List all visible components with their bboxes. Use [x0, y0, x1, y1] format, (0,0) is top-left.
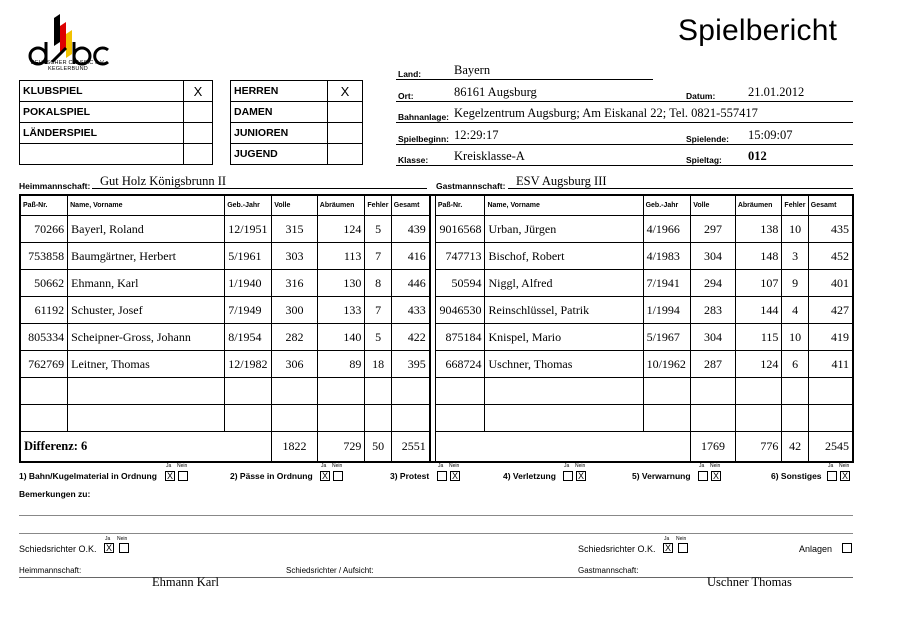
category-label: HERREN [231, 81, 328, 102]
check-item-nein-checkbox[interactable]: X [577, 471, 584, 481]
game-type-mark[interactable] [184, 102, 213, 123]
game-type-label: LÄNDERSPIEL [20, 123, 184, 144]
guest-total-spacer [435, 432, 690, 463]
nein-label: Nein [177, 463, 188, 469]
home-cell-volle[interactable]: 300 [272, 297, 318, 324]
col-header: Abräumen [735, 195, 782, 216]
home-cell-volle[interactable]: 306 [272, 351, 318, 378]
guest-cell-volle[interactable]: 304 [691, 324, 736, 351]
ja-label: Ja [664, 536, 670, 542]
home-cell-gesamt[interactable] [391, 405, 430, 432]
check-item-nein-checkbox[interactable]: X [841, 471, 848, 481]
nein-label: Nein [575, 463, 586, 469]
home-cell-fehler[interactable]: 8 [365, 270, 391, 297]
anlagen-checkbox[interactable] [842, 543, 852, 553]
referee-right-nein-checkbox[interactable] [678, 543, 688, 553]
col-header: Paß-Nr. [435, 195, 485, 216]
category-label: JUNIOREN [231, 123, 328, 144]
game-type-label: POKALSPIEL [20, 102, 184, 123]
home-team-label: Heimmannschaft: [19, 181, 91, 191]
table-row [20, 351, 853, 378]
guest-cell-volle[interactable] [691, 378, 736, 405]
difference-label: Differenz: 6 [20, 432, 272, 463]
table-row [20, 216, 853, 243]
land-label: Land: [398, 69, 422, 79]
guest-total-volle: 1769 [691, 432, 736, 463]
game-type-label [20, 144, 184, 165]
guest-total-abraeumen: 776 [735, 432, 782, 463]
ort-value[interactable]: 86161 Augsburg [454, 85, 537, 99]
home-cell-pass-nr[interactable]: 753858 [20, 243, 68, 270]
col-header: Gesamt [808, 195, 853, 216]
check-item-label: 2) Pässe in Ordnung [230, 471, 313, 481]
guest-cell-volle[interactable]: 304 [691, 243, 736, 270]
guest-cell-fehler[interactable]: 9 [782, 270, 808, 297]
guest-cell-name[interactable]: Urban, Jürgen [485, 216, 643, 243]
guest-cell-geb-jahr[interactable]: 4/1983 [643, 243, 691, 270]
guest-team-label: Gastmannschaft: [436, 181, 506, 191]
home-cell-fehler[interactable]: 7 [365, 297, 391, 324]
check-item-ja-checkbox[interactable] [437, 471, 447, 481]
home-cell-abraeumen[interactable] [317, 405, 365, 432]
col-header: Volle [691, 195, 736, 216]
col-header: Gesamt [391, 195, 430, 216]
check-item-ja-checkbox[interactable] [698, 471, 708, 481]
check-item-nein-checkbox[interactable]: X [712, 471, 719, 481]
sig-guest-name: Uschner Thomas [707, 575, 792, 589]
guest-cell-fehler[interactable]: 6 [782, 351, 808, 378]
home-cell-volle[interactable]: 315 [272, 216, 318, 243]
home-cell-name[interactable]: Ehmann, Karl [68, 270, 225, 297]
home-cell-abraeumen[interactable]: 124 [317, 216, 365, 243]
home-cell-pass-nr[interactable]: 70266 [20, 216, 68, 243]
home-cell-volle[interactable]: 282 [272, 324, 318, 351]
sig-referee-label: Schiedsrichter / Aufsicht: [286, 566, 374, 575]
game-type-mark[interactable] [184, 144, 213, 165]
guest-cell-fehler[interactable]: 10 [782, 324, 808, 351]
check-item-nein-checkbox[interactable]: X [451, 471, 458, 481]
col-header: Name, Vorname [68, 195, 225, 216]
home-cell-gesamt[interactable]: 439 [391, 216, 430, 243]
home-cell-gesamt[interactable]: 446 [391, 270, 430, 297]
guest-cell-pass-nr[interactable] [435, 405, 485, 432]
category-mark[interactable] [328, 102, 363, 123]
datum-label: Datum: [686, 91, 716, 101]
home-cell-name[interactable] [68, 405, 225, 432]
home-cell-geb-jahr[interactable] [225, 405, 272, 432]
referee-left-nein-checkbox[interactable] [119, 543, 129, 553]
guest-cell-name[interactable]: Bischof, Robert [485, 243, 643, 270]
category-mark[interactable] [328, 144, 363, 165]
nein-label: Nein [449, 463, 460, 469]
home-cell-volle[interactable]: 316 [272, 270, 318, 297]
home-cell-volle[interactable] [272, 405, 318, 432]
guest-cell-geb-jahr[interactable]: 5/1967 [643, 324, 691, 351]
referee-right-ja-checkbox[interactable]: X [664, 543, 671, 553]
home-cell-pass-nr[interactable]: 762769 [20, 351, 68, 378]
home-cell-volle[interactable]: 303 [272, 243, 318, 270]
home-cell-geb-jahr[interactable]: 1/1940 [225, 270, 272, 297]
guest-cell-pass-nr[interactable]: 875184 [435, 324, 485, 351]
table-row [20, 378, 853, 405]
guest-team-name[interactable]: ESV Augsburg III [516, 174, 607, 188]
home-cell-abraeumen[interactable] [317, 378, 365, 405]
bahnanlage-value[interactable]: Kegelzentrum Augsburg; Am Eiskanal 22; Tel. 0821-557417 [454, 106, 758, 120]
guest-cell-volle[interactable]: 283 [691, 297, 736, 324]
guest-cell-name[interactable]: Uschner, Thomas [485, 351, 643, 378]
guest-cell-abraeumen[interactable]: 124 [735, 351, 782, 378]
table-row [20, 297, 853, 324]
col-header: Geb.-Jahr [643, 195, 691, 216]
guest-cell-geb-jahr[interactable] [643, 378, 691, 405]
col-header: Name, Vorname [485, 195, 643, 216]
bahnanlage-label: Bahnanlage: [398, 112, 450, 122]
klasse-value[interactable]: Kreisklasse-A [454, 149, 525, 163]
sig-home-name: Ehmann Karl [152, 575, 219, 589]
home-cell-name[interactable]: Scheipner-Gross, Johann [68, 324, 225, 351]
home-total-fehler: 50 [365, 432, 391, 463]
check-item-nein-checkbox[interactable] [333, 471, 343, 481]
guest-cell-geb-jahr[interactable]: 1/1994 [643, 297, 691, 324]
referee-right-label: Schiedsrichter O.K. [578, 544, 656, 554]
guest-cell-gesamt[interactable]: 435 [808, 216, 853, 243]
spielende-value[interactable]: 15:09:07 [748, 128, 793, 142]
check-item-label: 1) Bahn/Kugelmaterial in Ordnung [19, 471, 157, 481]
home-cell-name[interactable]: Schuster, Josef [68, 297, 225, 324]
ort-label: Ort: [398, 91, 414, 101]
guest-cell-abraeumen[interactable] [735, 378, 782, 405]
category-mark[interactable]: X [328, 81, 363, 102]
guest-cell-pass-nr[interactable]: 747713 [435, 243, 485, 270]
home-cell-name[interactable]: Baumgärtner, Herbert [68, 243, 225, 270]
guest-cell-gesamt[interactable] [808, 378, 853, 405]
home-cell-abraeumen[interactable]: 133 [317, 297, 365, 324]
home-cell-fehler[interactable]: 7 [365, 243, 391, 270]
page-title: Spielbericht [678, 14, 838, 47]
home-cell-pass-nr[interactable]: 805334 [20, 324, 68, 351]
guest-cell-geb-jahr[interactable]: 4/1966 [643, 216, 691, 243]
guest-cell-volle[interactable]: 297 [691, 216, 736, 243]
category-label: DAMEN [231, 102, 328, 123]
nein-label: Nein [676, 536, 687, 542]
col-header: Geb.-Jahr [225, 195, 272, 216]
guest-cell-volle[interactable]: 287 [691, 351, 736, 378]
guest-cell-fehler[interactable] [782, 405, 808, 432]
check-item-label: 5) Verwarnung [632, 471, 691, 481]
table-header-row [20, 195, 853, 216]
home-cell-geb-jahr[interactable]: 7/1949 [225, 297, 272, 324]
table-row [20, 405, 853, 432]
guest-cell-pass-nr[interactable] [435, 378, 485, 405]
guest-cell-volle[interactable] [691, 405, 736, 432]
home-cell-fehler[interactable] [365, 378, 391, 405]
spieltag-label: Spieltag: [686, 155, 722, 165]
referee-left-ja-checkbox[interactable]: X [105, 543, 112, 553]
home-cell-abraeumen[interactable]: 130 [317, 270, 365, 297]
home-cell-abraeumen[interactable]: 89 [317, 351, 365, 378]
check-item-ja-checkbox[interactable] [827, 471, 837, 481]
home-cell-pass-nr[interactable] [20, 405, 68, 432]
col-header: Volle [272, 195, 318, 216]
home-cell-gesamt[interactable]: 433 [391, 297, 430, 324]
logo-line-2: KEGLERBUND [48, 66, 88, 72]
nein-label: Nein [332, 463, 343, 469]
home-cell-gesamt[interactable]: 422 [391, 324, 430, 351]
nein-label: Nein [839, 463, 850, 469]
guest-cell-name[interactable] [485, 405, 643, 432]
home-total-abraeumen: 729 [317, 432, 365, 463]
nein-label: Nein [117, 536, 128, 542]
spielende-label: Spielende: [686, 134, 729, 144]
guest-cell-geb-jahr[interactable]: 10/1962 [643, 351, 691, 378]
ja-label: Ja [105, 536, 111, 542]
klasse-label: Klasse: [398, 155, 429, 165]
home-cell-pass-nr[interactable]: 50662 [20, 270, 68, 297]
home-cell-gesamt[interactable] [391, 378, 430, 405]
totals-row [20, 432, 853, 463]
home-cell-volle[interactable] [272, 378, 318, 405]
sig-guest-label: Gastmannschaft: [578, 566, 639, 575]
category-label: JUGEND [231, 144, 328, 165]
remarks-label: Bemerkungen zu: [19, 489, 91, 499]
home-cell-abraeumen[interactable]: 140 [317, 324, 365, 351]
home-cell-name[interactable]: Leitner, Thomas [68, 351, 225, 378]
logo-text [22, 60, 114, 72]
home-cell-name[interactable]: Bayerl, Roland [68, 216, 225, 243]
guest-cell-gesamt[interactable] [808, 405, 853, 432]
guest-cell-pass-nr[interactable]: 9046530 [435, 297, 485, 324]
home-cell-geb-jahr[interactable] [225, 378, 272, 405]
home-cell-abraeumen[interactable]: 113 [317, 243, 365, 270]
referee-left-label: Schiedsrichter O.K. [19, 544, 97, 554]
guest-cell-volle[interactable]: 294 [691, 270, 736, 297]
home-cell-gesamt[interactable]: 416 [391, 243, 430, 270]
datum-value[interactable]: 21.01.2012 [748, 85, 805, 99]
nein-label: Nein [710, 463, 721, 469]
ja-label: Ja [166, 463, 172, 469]
ja-label: Ja [564, 463, 570, 469]
col-header: Abräumen [317, 195, 365, 216]
category-table [230, 80, 363, 165]
guest-cell-name[interactable] [485, 378, 643, 405]
table-row [20, 270, 853, 297]
guest-cell-name[interactable]: Knispel, Mario [485, 324, 643, 351]
player-table [19, 194, 854, 463]
game-type-mark[interactable] [184, 123, 213, 144]
guest-cell-gesamt[interactable]: 401 [808, 270, 853, 297]
land-value[interactable]: Bayern [454, 63, 491, 77]
col-header: Fehler [365, 195, 391, 216]
home-total-volle: 1822 [272, 432, 318, 463]
guest-cell-fehler[interactable]: 10 [782, 216, 808, 243]
col-header: Fehler [782, 195, 808, 216]
guest-cell-geb-jahr[interactable]: 7/1941 [643, 270, 691, 297]
home-cell-pass-nr[interactable]: 61192 [20, 297, 68, 324]
home-cell-gesamt[interactable]: 395 [391, 351, 430, 378]
home-cell-geb-jahr[interactable]: 5/1961 [225, 243, 272, 270]
ja-label: Ja [321, 463, 327, 469]
spielbeginn-label: Spielbeginn: [398, 134, 449, 144]
guest-cell-abraeumen[interactable]: 144 [735, 297, 782, 324]
home-total-gesamt: 2551 [391, 432, 430, 463]
game-type-label: KLUBSPIEL [20, 81, 184, 102]
ja-label: Ja [828, 463, 834, 469]
home-team-name[interactable]: Gut Holz Königsbrunn II [100, 174, 227, 188]
guest-cell-fehler[interactable]: 4 [782, 297, 808, 324]
guest-cell-gesamt[interactable]: 411 [808, 351, 853, 378]
guest-cell-abraeumen[interactable]: 138 [735, 216, 782, 243]
home-cell-fehler[interactable] [365, 405, 391, 432]
anlagen-label: Anlagen [799, 544, 833, 554]
guest-cell-name[interactable]: Reinschlüssel, Patrik [485, 297, 643, 324]
home-cell-geb-jahr[interactable]: 12/1982 [225, 351, 272, 378]
home-cell-geb-jahr[interactable]: 12/1951 [225, 216, 272, 243]
check-item-ja-checkbox[interactable] [563, 471, 573, 481]
col-header: Paß-Nr. [20, 195, 68, 216]
home-cell-fehler[interactable]: 5 [365, 216, 391, 243]
guest-cell-abraeumen[interactable]: 107 [735, 270, 782, 297]
guest-cell-fehler[interactable] [782, 378, 808, 405]
guest-cell-abraeumen[interactable]: 148 [735, 243, 782, 270]
ja-label: Ja [699, 463, 705, 469]
check-item-nein-checkbox[interactable] [178, 471, 188, 481]
guest-total-gesamt: 2545 [808, 432, 853, 463]
table-row [20, 324, 853, 351]
home-cell-fehler[interactable]: 18 [365, 351, 391, 378]
spieltag-value[interactable]: 012 [748, 149, 767, 163]
guest-cell-gesamt[interactable]: 427 [808, 297, 853, 324]
sig-home-label: Heimmannschaft: [19, 566, 82, 575]
home-cell-geb-jahr[interactable]: 8/1954 [225, 324, 272, 351]
spielbeginn-value[interactable]: 12:29:17 [454, 128, 499, 142]
check-item-ja-checkbox[interactable]: X [321, 471, 328, 481]
game-type-mark[interactable]: X [184, 81, 213, 102]
game-type-table [19, 80, 213, 165]
check-item-label: 3) Protest [390, 471, 430, 481]
guest-cell-pass-nr[interactable]: 50594 [435, 270, 485, 297]
check-item-label: 4) Verletzung [503, 471, 556, 481]
home-cell-fehler[interactable]: 5 [365, 324, 391, 351]
guest-total-fehler: 42 [782, 432, 808, 463]
check-item-label: 6) Sonstiges [771, 471, 822, 481]
guest-cell-pass-nr[interactable]: 668724 [435, 351, 485, 378]
home-cell-name[interactable] [68, 378, 225, 405]
guest-cell-abraeumen[interactable]: 115 [735, 324, 782, 351]
ja-label: Ja [438, 463, 444, 469]
guest-cell-geb-jahr[interactable] [643, 405, 691, 432]
guest-cell-pass-nr[interactable]: 9016568 [435, 216, 485, 243]
category-mark[interactable] [328, 123, 363, 144]
logo-line-1: DEUTSCHER CLASSIC e.V. [30, 60, 106, 66]
guest-cell-abraeumen[interactable] [735, 405, 782, 432]
home-cell-pass-nr[interactable] [20, 378, 68, 405]
check-item-ja-checkbox[interactable]: X [166, 471, 173, 481]
guest-cell-gesamt[interactable]: 452 [808, 243, 853, 270]
table-row [20, 243, 853, 270]
guest-cell-name[interactable]: Niggl, Alfred [485, 270, 643, 297]
guest-cell-fehler[interactable]: 3 [782, 243, 808, 270]
guest-cell-gesamt[interactable]: 419 [808, 324, 853, 351]
